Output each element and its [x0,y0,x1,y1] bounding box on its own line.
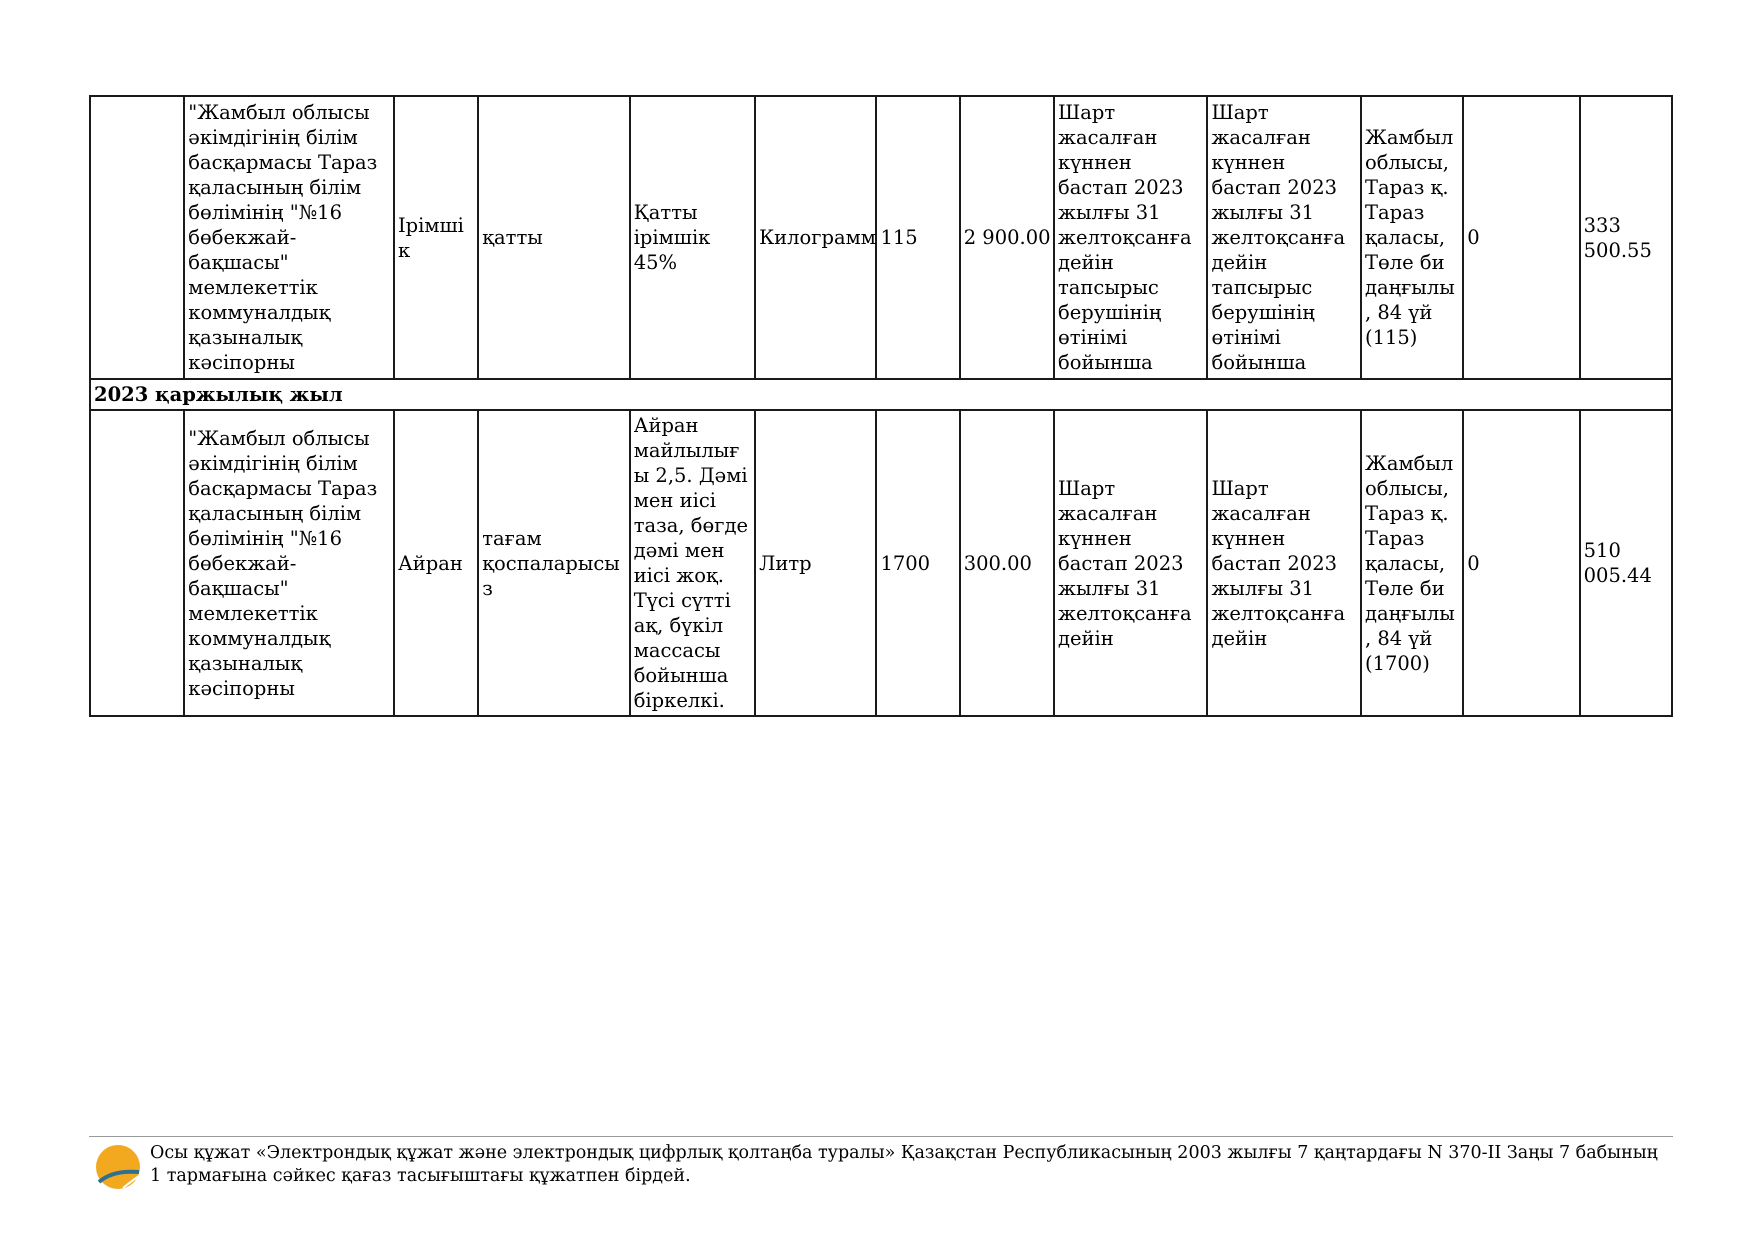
section-label: 2023 қаржылық жыл [90,379,1672,410]
quantity-cell: 1700 [876,410,959,716]
total-cell: 510 005.44 [1580,410,1672,716]
description-cell: Айран майлылығы 2,5. Дәмі мен иісі таза, бөгде дәмі мен иісі жоқ. Түсі сүтті ақ, бүкіл массасы бойынша біркелкі. [630,410,755,716]
table-row [90,410,1672,716]
row-number-cell [90,96,184,379]
delivery-place-cell: Жамбыл облысы, Тараз қ. Тараз қаласы, Төле би даңғылы, 84 үй (1700) [1361,410,1463,716]
description-cell: Қатты ірімшік 45% [630,96,755,379]
table-row [90,96,1672,379]
row-number-cell [90,410,184,716]
legal-notice: Осы құжат «Электрондық құжат және электрондық цифрлық қолтаңба туралы» Қазақстан Республикасының 2003 жылғы 7 қаңтардағы N 370-II Заңы 7 бабының 1 тармағына сәйкес қағаз тасығыштағы құжатпен бірдей. [150,1143,1658,1186]
price-cell: 2 900.00 [960,96,1054,379]
total-cell: 333 500.55 [1580,96,1672,379]
product-type-cell: қатты [478,96,629,379]
customer-cell: "Жамбыл облысы әкімдігінің білім басқармасы Тараз қаласының білім бөлімінің "№16 бөбекжай-бақшасы" мемлекеттік коммуналдық қазыналық кәсіпорны [184,410,394,716]
product-type-cell: тағам қоспаларысыз [478,410,629,716]
delivery-place-cell: Жамбыл облысы, Тараз қ. Тараз қаласы, Төле би даңғылы, 84 үй (115) [1361,96,1463,379]
unit-cell: Килограмм [755,96,876,379]
egov-logo-icon [93,1142,143,1192]
customer-cell: "Жамбыл облысы әкімдігінің білім басқармасы Тараз қаласының білім бөлімінің "№16 бөбекжай-бақшасы" мемлекеттік коммуналдық қазыналық кәсіпорны [184,96,394,379]
delivery-term-cell: Шарт жасалған күннен бастап 2023 жылғы 31 желтоқсанға дейін [1054,410,1207,716]
delivery-term-cell: Шарт жасалған күннен бастап 2023 жылғы 31 желтоқсанға дейін тапсырыс берушінің өтінімі бойынша [1054,96,1207,379]
delivery-term-cell: Шарт жасалған күннен бастап 2023 жылғы 31 желтоқсанға дейін тапсырыс берушінің өтінімі бойынша [1207,96,1360,379]
quantity-cell: 115 [876,96,959,379]
procurement-table [89,95,1673,717]
product-cell: Ірімшік [394,96,478,379]
product-cell: Айран [394,410,478,716]
section-row [90,379,1672,410]
unit-cell: Литр [755,410,876,716]
delivery-term-cell: Шарт жасалған күннен бастап 2023 жылғы 31 желтоқсанға дейін [1207,410,1360,716]
prepayment-cell: 0 [1463,410,1579,716]
footer-divider [89,1136,1673,1137]
prepayment-cell: 0 [1463,96,1579,379]
price-cell: 300.00 [960,410,1054,716]
